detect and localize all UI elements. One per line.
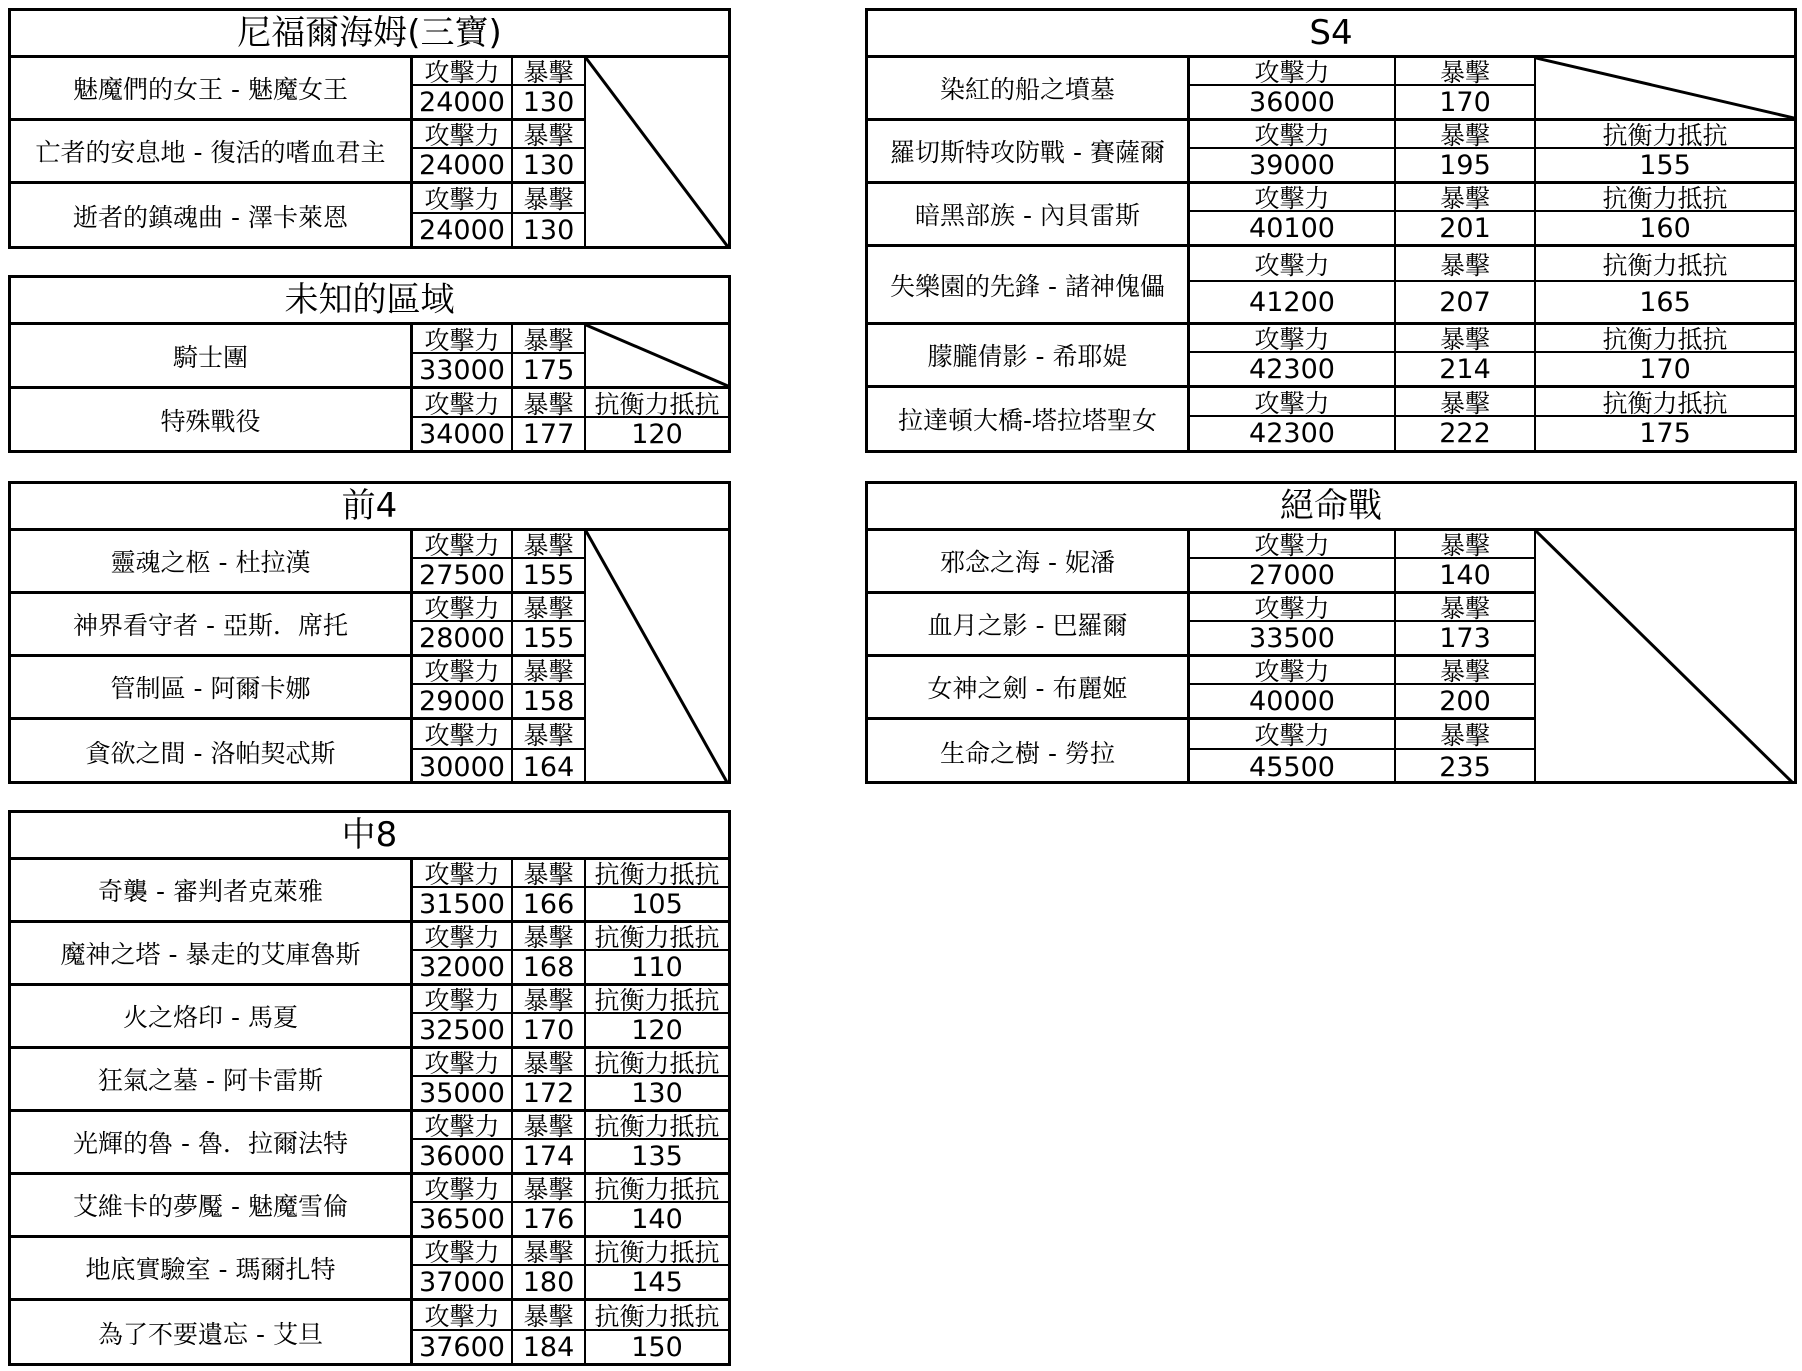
table-row — [11, 657, 728, 720]
resist-value: 165 — [1639, 286, 1691, 318]
resist-value: 135 — [631, 1140, 683, 1172]
table-row — [868, 58, 1794, 121]
attack-header: 攻擊力 — [1190, 388, 1396, 417]
resist-value: 170 — [1639, 353, 1691, 385]
table-row — [868, 594, 1794, 657]
attack-value: 31500 — [413, 888, 513, 920]
table-row — [11, 58, 728, 121]
crit-value: 235 — [1396, 750, 1536, 784]
table-row — [11, 1301, 728, 1364]
attack-header: 攻擊力 — [413, 1238, 513, 1266]
crit-value: 130 — [513, 86, 586, 118]
crit-header: 暴擊 — [513, 1301, 586, 1331]
attack-header: 攻擊力 — [1190, 184, 1396, 212]
row-name: 為了不要遺忘 - 艾旦 — [11, 1301, 413, 1364]
row-name: 靈魂之柩 - 杜拉漢 — [11, 531, 413, 591]
empty-cell-border — [584, 531, 586, 784]
row-name: 管制區 - 阿爾卡娜 — [11, 657, 413, 717]
attack-header: 攻擊力 — [413, 923, 513, 951]
table-title: 尼福爾海姆(三寶) — [11, 11, 728, 58]
table-title: 前4 — [11, 484, 728, 531]
row-name: 狂氣之墓 - 阿卡雷斯 — [11, 1049, 413, 1109]
crit-value: 130 — [513, 214, 586, 247]
table-row — [868, 657, 1794, 720]
table-row — [11, 1112, 728, 1175]
crit-value: 170 — [513, 1014, 586, 1046]
attack-header: 攻擊力 — [413, 1175, 513, 1203]
table-row — [11, 1238, 728, 1301]
crit-header: 暴擊 — [513, 58, 586, 86]
row-name: 魔神之塔 - 暴走的艾庫魯斯 — [11, 923, 413, 983]
attack-header: 攻擊力 — [1190, 657, 1396, 685]
resist-header: 抗衡力抵抗 — [1536, 121, 1794, 149]
crit-value: 155 — [513, 622, 586, 654]
attack-header: 攻擊力 — [413, 594, 513, 622]
resist-header: 抗衡力抵抗 — [586, 860, 728, 888]
attack-header: 攻擊力 — [1190, 121, 1396, 149]
resist-value: 175 — [1639, 418, 1691, 449]
crit-value: 200 — [1396, 685, 1536, 717]
table-row — [11, 1049, 728, 1112]
row-name: 特殊戰役 — [11, 389, 413, 450]
attack-header: 攻擊力 — [1190, 720, 1396, 750]
attack-value: 27000 — [1190, 559, 1396, 591]
attack-value: 36000 — [1190, 86, 1396, 118]
empty-cell-border — [1534, 58, 1536, 118]
resist-value: 160 — [1639, 212, 1691, 244]
attack-value: 37000 — [413, 1266, 513, 1298]
table-title: 絕命戰 — [868, 484, 1794, 531]
attack-value: 33500 — [1190, 622, 1396, 654]
attack-header: 攻擊力 — [413, 531, 513, 559]
empty-cell-border — [584, 58, 586, 247]
crit-value: 214 — [1396, 353, 1536, 385]
attack-value: 34000 — [413, 418, 513, 450]
attack-value: 40100 — [1190, 212, 1396, 244]
attack-header: 攻擊力 — [413, 657, 513, 685]
attack-value: 33000 — [413, 354, 513, 386]
attack-value: 36000 — [413, 1140, 513, 1172]
attack-value: 24000 — [413, 214, 513, 247]
resist-header: 抗衡力抵抗 — [586, 986, 728, 1014]
attack-value: 28000 — [413, 622, 513, 654]
row-name: 神界看守者 - 亞斯．席托 — [11, 594, 413, 654]
resist-value: 155 — [1639, 149, 1691, 181]
resist-value: 105 — [631, 888, 683, 920]
attack-value: 27500 — [413, 559, 513, 591]
row-name: 拉達頓大橋-塔拉塔聖女 — [868, 388, 1190, 450]
attack-header: 攻擊力 — [413, 1049, 513, 1077]
crit-header: 暴擊 — [513, 1238, 586, 1266]
attack-header: 攻擊力 — [1190, 594, 1396, 622]
attack-value: 24000 — [413, 86, 513, 118]
table-row — [11, 594, 728, 657]
row-name: 朦朧倩影 - 希耶媞 — [868, 325, 1190, 385]
resist-value: 120 — [631, 1014, 683, 1046]
attack-header: 攻擊力 — [1190, 247, 1396, 282]
crit-value: 180 — [513, 1266, 586, 1298]
attack-value: 29000 — [413, 685, 513, 717]
row-name: 羅切斯特攻防戰 - 賽薩爾 — [868, 121, 1190, 181]
row-name: 亡者的安息地 - 復活的嗜血君主 — [11, 121, 413, 181]
crit-header: 暴擊 — [513, 986, 586, 1014]
crit-header: 暴擊 — [513, 594, 586, 622]
crit-header: 暴擊 — [513, 121, 586, 149]
table-row — [868, 531, 1794, 594]
table-row — [11, 325, 728, 389]
crit-value: 168 — [513, 951, 586, 983]
crit-header: 暴擊 — [1396, 594, 1536, 622]
table-row — [11, 860, 728, 923]
row-name: 女神之劍 - 布麗姬 — [868, 657, 1190, 717]
crit-header: 暴擊 — [513, 860, 586, 888]
table-title: S4 — [868, 11, 1794, 58]
table-row — [11, 531, 728, 594]
crit-header: 暴擊 — [513, 184, 586, 214]
empty-cell-fill — [586, 654, 728, 657]
attack-header: 攻擊力 — [413, 58, 513, 86]
crit-header: 暴擊 — [1396, 388, 1536, 417]
attack-header: 攻擊力 — [413, 986, 513, 1014]
resist-header: 抗衡力抵抗 — [1536, 184, 1794, 212]
resist-header: 抗衡力抵抗 — [586, 389, 728, 418]
crit-value: 222 — [1396, 417, 1536, 450]
table-row — [11, 720, 728, 784]
crit-header: 暴擊 — [1396, 657, 1536, 685]
row-name: 邪念之海 - 妮潘 — [868, 531, 1190, 591]
crit-value: 164 — [513, 750, 586, 784]
attack-value: 45500 — [1190, 750, 1396, 784]
attack-header: 攻擊力 — [1190, 325, 1396, 353]
table-niflheim — [8, 8, 731, 249]
table-row — [11, 1175, 728, 1238]
table-front4 — [8, 481, 731, 784]
row-name: 光輝的魯 - 魯．拉爾法特 — [11, 1112, 413, 1172]
table-row — [11, 121, 728, 184]
attack-header: 攻擊力 — [413, 121, 513, 149]
crit-header: 暴擊 — [1396, 184, 1536, 212]
resist-header: 抗衡力抵抗 — [586, 1238, 728, 1266]
crit-header: 暴擊 — [1396, 720, 1536, 750]
attack-header: 攻擊力 — [1190, 531, 1396, 559]
crit-header: 暴擊 — [513, 325, 586, 354]
attack-value: 36500 — [413, 1203, 513, 1235]
attack-header: 攻擊力 — [413, 1112, 513, 1140]
crit-value: 172 — [513, 1077, 586, 1109]
table-row — [11, 389, 728, 450]
table-title: 中8 — [11, 813, 728, 860]
table-s4 — [865, 8, 1797, 453]
attack-value: 30000 — [413, 750, 513, 784]
empty-cell-fill — [586, 118, 728, 121]
table-row — [868, 325, 1794, 388]
empty-cell-fill — [586, 181, 728, 184]
table-mid8 — [8, 810, 731, 1366]
attack-header: 攻擊力 — [413, 1301, 513, 1331]
table-row — [868, 184, 1794, 247]
crit-value: 170 — [1396, 86, 1536, 118]
attack-value: 32500 — [413, 1014, 513, 1046]
crit-value: 176 — [513, 1203, 586, 1235]
crit-value: 158 — [513, 685, 586, 717]
crit-value: 173 — [1396, 622, 1536, 654]
crit-header: 暴擊 — [513, 1049, 586, 1077]
table-row — [11, 184, 728, 247]
crit-value: 207 — [1396, 282, 1536, 322]
attack-header: 攻擊力 — [413, 184, 513, 214]
table-zetsumei — [865, 481, 1797, 784]
attack-value: 39000 — [1190, 149, 1396, 181]
crit-value: 184 — [513, 1331, 586, 1364]
attack-header: 攻擊力 — [413, 325, 513, 354]
crit-header: 暴擊 — [513, 1175, 586, 1203]
empty-cell-border — [584, 325, 586, 386]
table-title: 未知的區域 — [11, 278, 728, 325]
resist-value: 145 — [631, 1266, 683, 1298]
table-row — [868, 247, 1794, 325]
empty-cell-fill — [1536, 654, 1794, 657]
crit-value: 175 — [513, 354, 586, 386]
crit-header: 暴擊 — [1396, 121, 1536, 149]
table-row — [11, 923, 728, 986]
attack-header: 攻擊力 — [413, 389, 513, 418]
crit-header: 暴擊 — [1396, 247, 1536, 282]
crit-header: 暴擊 — [513, 657, 586, 685]
crit-value: 166 — [513, 888, 586, 920]
row-name: 失樂園的先鋒 - 諸神傀儡 — [868, 247, 1190, 322]
crit-value: 155 — [513, 559, 586, 591]
row-name: 艾維卡的夢魘 - 魅魔雪倫 — [11, 1175, 413, 1235]
row-name: 染紅的船之墳墓 — [868, 58, 1190, 118]
resist-value: 150 — [631, 1332, 683, 1363]
crit-value: 130 — [513, 149, 586, 181]
row-name: 暗黑部族 - 內貝雷斯 — [868, 184, 1190, 244]
attack-header: 攻擊力 — [413, 720, 513, 750]
resist-value: 110 — [631, 951, 683, 983]
table-row — [11, 986, 728, 1049]
attack-value: 37600 — [413, 1331, 513, 1364]
resist-header: 抗衡力抵抗 — [1536, 325, 1794, 353]
resist-value: 130 — [631, 1077, 683, 1109]
row-name: 地底實驗室 - 瑪爾扎特 — [11, 1238, 413, 1298]
resist-header: 抗衡力抵抗 — [586, 1049, 728, 1077]
resist-value: 140 — [631, 1203, 683, 1235]
attack-value: 42300 — [1190, 353, 1396, 385]
resist-header: 抗衡力抵抗 — [586, 1112, 728, 1140]
attack-value: 42300 — [1190, 417, 1396, 450]
crit-value: 140 — [1396, 559, 1536, 591]
crit-header: 暴擊 — [513, 720, 586, 750]
row-name: 生命之樹 - 勞拉 — [868, 720, 1190, 784]
row-name: 貪欲之間 - 洛帕契忒斯 — [11, 720, 413, 784]
crit-header: 暴擊 — [513, 389, 586, 418]
crit-value: 201 — [1396, 212, 1536, 244]
resist-header: 抗衡力抵抗 — [1536, 388, 1794, 417]
crit-value: 177 — [513, 418, 586, 450]
row-name: 火之烙印 - 馬夏 — [11, 986, 413, 1046]
resist-header: 抗衡力抵抗 — [586, 923, 728, 951]
attack-value: 41200 — [1190, 282, 1396, 322]
table-row — [868, 720, 1794, 784]
crit-header: 暴擊 — [513, 1112, 586, 1140]
resist-header: 抗衡力抵抗 — [586, 1175, 728, 1203]
crit-header: 暴擊 — [1396, 58, 1536, 86]
crit-header: 暴擊 — [1396, 531, 1536, 559]
empty-cell-fill — [1536, 717, 1794, 720]
resist-header: 抗衡力抵抗 — [1536, 247, 1794, 282]
crit-header: 暴擊 — [513, 923, 586, 951]
attack-value: 35000 — [413, 1077, 513, 1109]
crit-value: 174 — [513, 1140, 586, 1172]
attack-header: 攻擊力 — [1190, 58, 1396, 86]
resist-value: 120 — [631, 418, 683, 450]
table-row — [868, 388, 1794, 450]
crit-header: 暴擊 — [513, 531, 586, 559]
attack-value: 40000 — [1190, 685, 1396, 717]
table-unknown-zone — [8, 275, 731, 453]
row-name: 魅魔們的女王 - 魅魔女王 — [11, 58, 413, 118]
row-name: 血月之影 - 巴羅爾 — [868, 594, 1190, 654]
crit-value: 195 — [1396, 149, 1536, 181]
table-row — [868, 121, 1794, 184]
resist-header: 抗衡力抵抗 — [586, 1301, 728, 1331]
empty-cell-border — [1534, 531, 1536, 784]
attack-header: 攻擊力 — [413, 860, 513, 888]
row-name: 奇襲 - 審判者克萊雅 — [11, 860, 413, 920]
crit-header: 暴擊 — [1396, 325, 1536, 353]
empty-cell-fill — [586, 591, 728, 594]
row-name: 騎士團 — [11, 325, 413, 386]
attack-value: 24000 — [413, 149, 513, 181]
attack-value: 32000 — [413, 951, 513, 983]
empty-cell-fill — [586, 717, 728, 720]
empty-cell-fill — [1536, 591, 1794, 594]
row-name: 逝者的鎮魂曲 - 澤卡萊恩 — [11, 184, 413, 247]
